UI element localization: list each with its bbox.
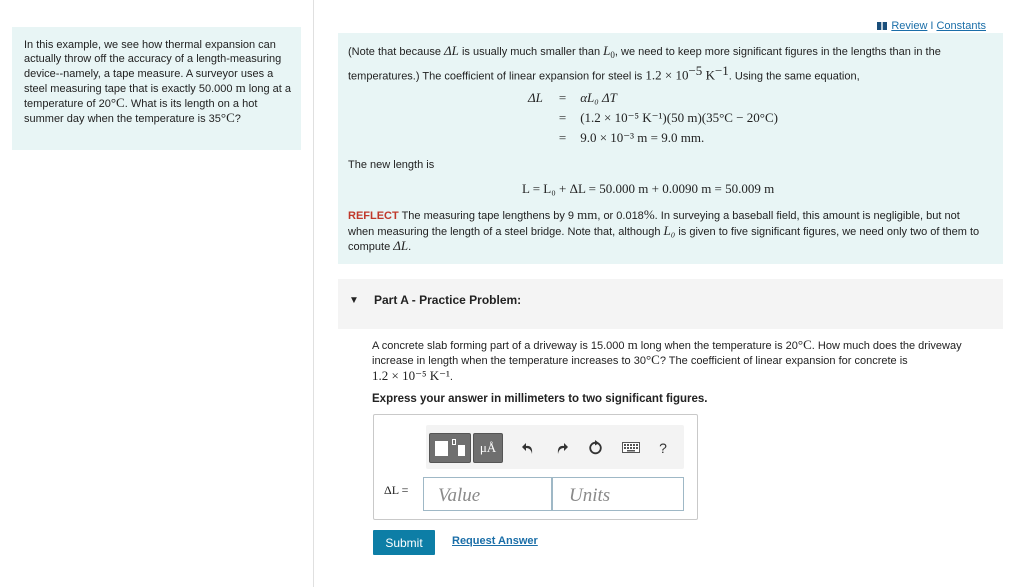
reflect-paragraph (348, 208, 988, 255)
reflect-text-3: . In surveying a baseball field, this amount is negligible, but not when measuring the length of a steel bridge. Note that, although (348, 210, 960, 238)
example-text-4: ? (234, 113, 241, 126)
units-icon[interactable]: μÅ (473, 433, 503, 463)
example-text-2: long at a temperature of 20 (24, 82, 291, 111)
example-text-3: . What is its length on a hot summer day when the temperature is 35 (24, 98, 258, 126)
reflect-delta-l: ΔL (393, 238, 409, 253)
example-deg-2: °C (220, 110, 235, 126)
template-icon[interactable] (429, 433, 471, 463)
undo-icon[interactable] (517, 433, 539, 463)
equation-block (522, 88, 784, 148)
coef-steel: 1.2 × 10 (645, 67, 689, 83)
example-text (24, 38, 291, 127)
equation-line-3: 9.0 × 10⁻³ m = 9.0 mm. (580, 130, 705, 145)
review-link[interactable]: Review (891, 20, 928, 32)
note-delta-l: ΔL (444, 43, 459, 58)
reflect-mm: mm (577, 207, 598, 222)
note-text-4: . Using the same equation, (728, 70, 860, 83)
express-instruction: Express your answer in millimeters to two significant figures. (372, 393, 708, 405)
reset-icon[interactable] (584, 433, 606, 463)
equation-line-1: αL₀ ΔT (580, 90, 617, 105)
redo-icon[interactable] (551, 433, 573, 463)
note-l0-sub: 0 (610, 50, 615, 61)
equals-sign: = (558, 90, 567, 105)
problem-deg-2: °C (645, 352, 660, 368)
note-text-1: (Note that because (348, 46, 445, 58)
triangle-down-icon[interactable]: ▼ (349, 295, 359, 306)
equation-lhs: ΔL (528, 90, 543, 105)
book-icon (877, 21, 887, 29)
part-a-title: Part A - Practice Problem: (374, 293, 522, 307)
constants-link[interactable]: Constants (936, 20, 986, 32)
problem-text-4: ? The coefficient of linear expansion for concrete is (659, 355, 908, 368)
problem-coef: 1.2 × 10⁻⁵ K⁻¹ (372, 367, 450, 383)
answer-toolbar (426, 425, 684, 469)
equals-sign: = (558, 110, 567, 125)
example-text-1: In this example, we see how thermal expansion can actually throw off the accuracy of a length-measuring device--namely, a tape measure. A surveyor uses a steel measuring tape that is exactly 50.000 (24, 39, 282, 95)
example-unit: m (235, 79, 246, 95)
help-icon[interactable]: ? (659, 440, 667, 456)
submit-button[interactable]: Submit (373, 530, 435, 555)
answer-box (373, 414, 698, 520)
note-text-3: , we need to keep more significant figures in the lengths than in the temperatures.) The coefficient of linear expansion for steel is (348, 46, 941, 83)
problem-text-3: . How much does the driveway increase in length when the temperature increases to 30 (372, 340, 962, 368)
problem-unit: m (627, 337, 638, 352)
reflect-text-4: is given to five significant figures, we need only two of them to compute (348, 225, 980, 253)
problem-deg-1: °C (797, 337, 812, 352)
reflect-text-5: . (408, 241, 412, 253)
note-text-2: is usually much smaller than (458, 46, 604, 58)
reflect-tag: REFLECT (348, 210, 399, 222)
new-length-equation: L = L₀ + ΔL = 50.000 m + 0.0090 m = 50.009 m (522, 181, 775, 196)
coef-unit: K (702, 67, 715, 83)
top-links (877, 20, 986, 32)
column-divider (313, 0, 314, 587)
equals-sign: = (558, 130, 567, 145)
reflect-pct: % (643, 207, 655, 222)
value-input[interactable] (423, 477, 552, 511)
coef-exp: −5 (688, 63, 703, 79)
note-l0: L (603, 43, 611, 58)
reflect-l0: L₀ (663, 222, 676, 238)
example-deg: °C (110, 95, 125, 111)
keyboard-icon[interactable] (618, 433, 644, 463)
units-input[interactable] (552, 477, 684, 511)
note-paragraph (348, 43, 993, 85)
problem-text-2: long when the temperature is 20 (637, 340, 798, 352)
reflect-text-2: , or 0.018 (597, 210, 644, 222)
part-a-header[interactable] (338, 279, 1003, 329)
problem-text-1: A concrete slab forming part of a driveway is 15.000 (372, 340, 628, 352)
problem-statement (372, 338, 1002, 384)
request-answer-link[interactable]: Request Answer (452, 535, 538, 547)
explanation-panel (338, 33, 1003, 264)
link-separator: I (930, 20, 934, 32)
answer-label: ΔL = (384, 483, 409, 497)
problem-text-5: . (449, 370, 453, 383)
equation-line-2: (1.2 × 10⁻⁵ K⁻¹)(50 m)(35°C − 20°C) (580, 110, 778, 125)
reflect-text-1: The measuring tape lengthens by 9 (398, 210, 578, 222)
example-panel (12, 27, 301, 150)
coef-unit-exp: −1 (714, 63, 729, 79)
new-length-label: The new length is (348, 159, 435, 171)
